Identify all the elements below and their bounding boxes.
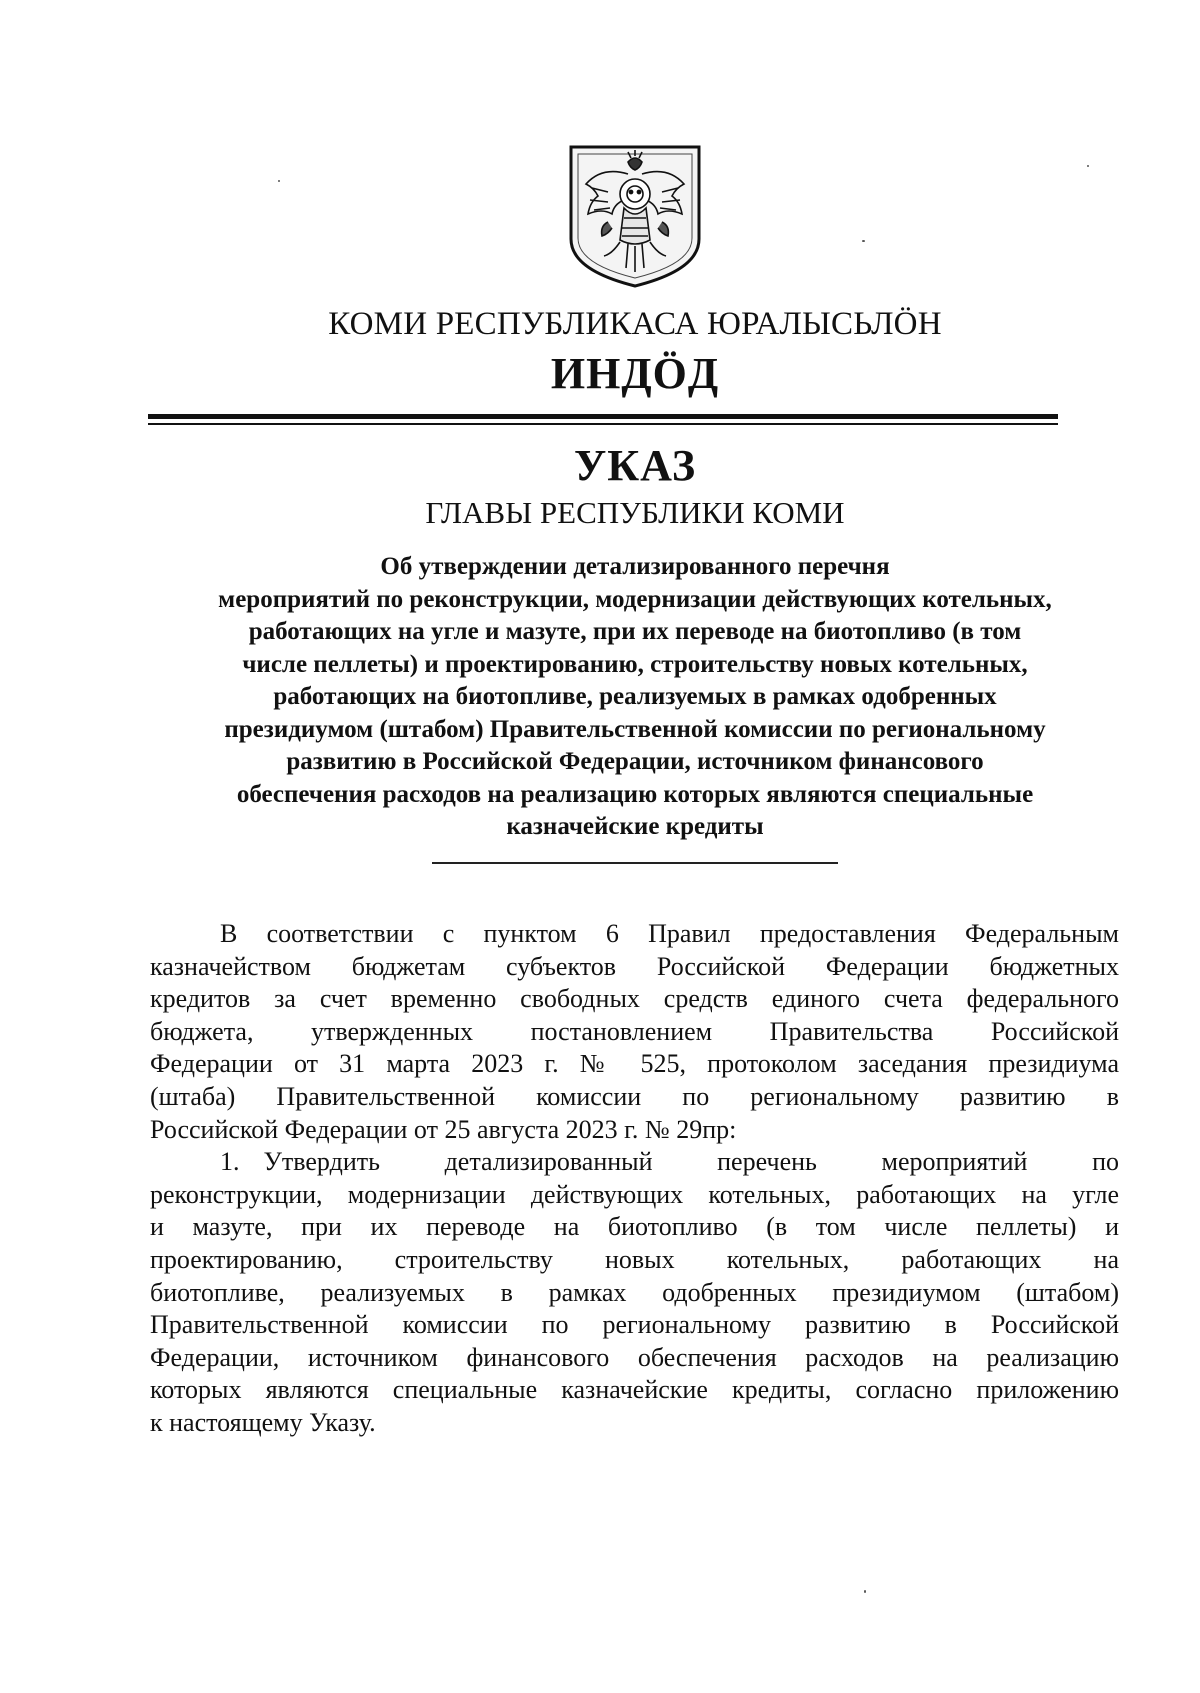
subject-line: казначейские кредиты: [506, 813, 764, 840]
subject-line: Об утверждении детализированного перечня: [380, 553, 890, 580]
header-rule-thin: [148, 423, 1058, 425]
body-line: бюджета, утвержденных постановлением Правительства Российской: [150, 1016, 1119, 1046]
coat-of-arms-emblem: [568, 144, 702, 289]
item-1-text-start: Утвердить детализированный перечень мероприятий по: [263, 1147, 1119, 1177]
subject-line: обеспечения расходов на реализацию которых являются специальные: [236, 780, 1034, 808]
body-line: (штаба) Правительственной комиссии по региональному развитию в: [150, 1081, 1119, 1111]
body-line: В соответствии с пунктом 6 Правил предоставления Федеральным: [220, 919, 1119, 948]
subject-line: президиумом (штабом) Правительственной комиссии по региональному: [224, 715, 1046, 743]
body-line: Российской Федерации от 25 августа 2023 г. № 29пр:: [150, 1114, 737, 1144]
decree-subject: [150, 551, 1120, 844]
body-line: которых являются специальные казначейские кредиты, согласно приложению: [150, 1375, 1119, 1405]
header-komi-title: КОМИ РЕСПУБЛИКАСА ЮРАЛЫСЬЛӦН: [328, 306, 942, 342]
subject-line: работающих на угле и мазуте, при их переводе на биотопливо (в том: [248, 618, 1022, 645]
body-line: Правительственной комиссии по региональному развитию в Российской: [150, 1310, 1119, 1340]
body-line: реконструкции, модернизации действующих котельных, работающих на угле: [150, 1179, 1119, 1209]
item-1-first-line: [150, 1146, 1119, 1179]
body-line: к настоящему Указу.: [150, 1407, 376, 1437]
body-line: Федерации от 31 марта 2023 г. № 525, протоколом заседания президиума: [150, 1049, 1119, 1079]
subject-line: числе пеллеты) и проектированию, строительству новых котельных,: [242, 650, 1028, 678]
body-line: проектированию, строительству новых котельных, работающих на: [150, 1244, 1119, 1274]
decree-title: УКАЗ: [573, 441, 697, 490]
body-line: кредитов за счет временно свободных средств единого счета федерального: [150, 984, 1119, 1014]
body-line: и мазуте, при их переводе на биотопливо (в том числе пеллеты) и: [150, 1212, 1119, 1242]
subject-line: мероприятий по реконструкции, модернизации действующих котельных,: [218, 585, 1052, 613]
body-line: Федерации, источником финансового обеспечения расходов на реализацию: [150, 1342, 1119, 1372]
subject-line: работающих на биотопливе, реализуемых в рамках одобренных: [273, 683, 997, 710]
body-line: казначейством бюджетам субъектов Российской Федерации бюджетных: [150, 951, 1119, 981]
decree-subtitle: ГЛАВЫ РЕСПУБЛИКИ КОМИ: [425, 495, 845, 530]
item-1-number: 1.: [220, 1147, 240, 1177]
header-rule-thick: [148, 414, 1058, 419]
decree-body: [150, 918, 1119, 1440]
subject-underline: [432, 862, 838, 864]
header-komi-decree-word: ИНДӦД: [550, 349, 720, 398]
subject-line: развитию в Российской Федерации, источником финансового: [286, 748, 984, 775]
body-line: биотопливе, реализуемых в рамках одобренных президиумом (штабом): [150, 1277, 1119, 1307]
